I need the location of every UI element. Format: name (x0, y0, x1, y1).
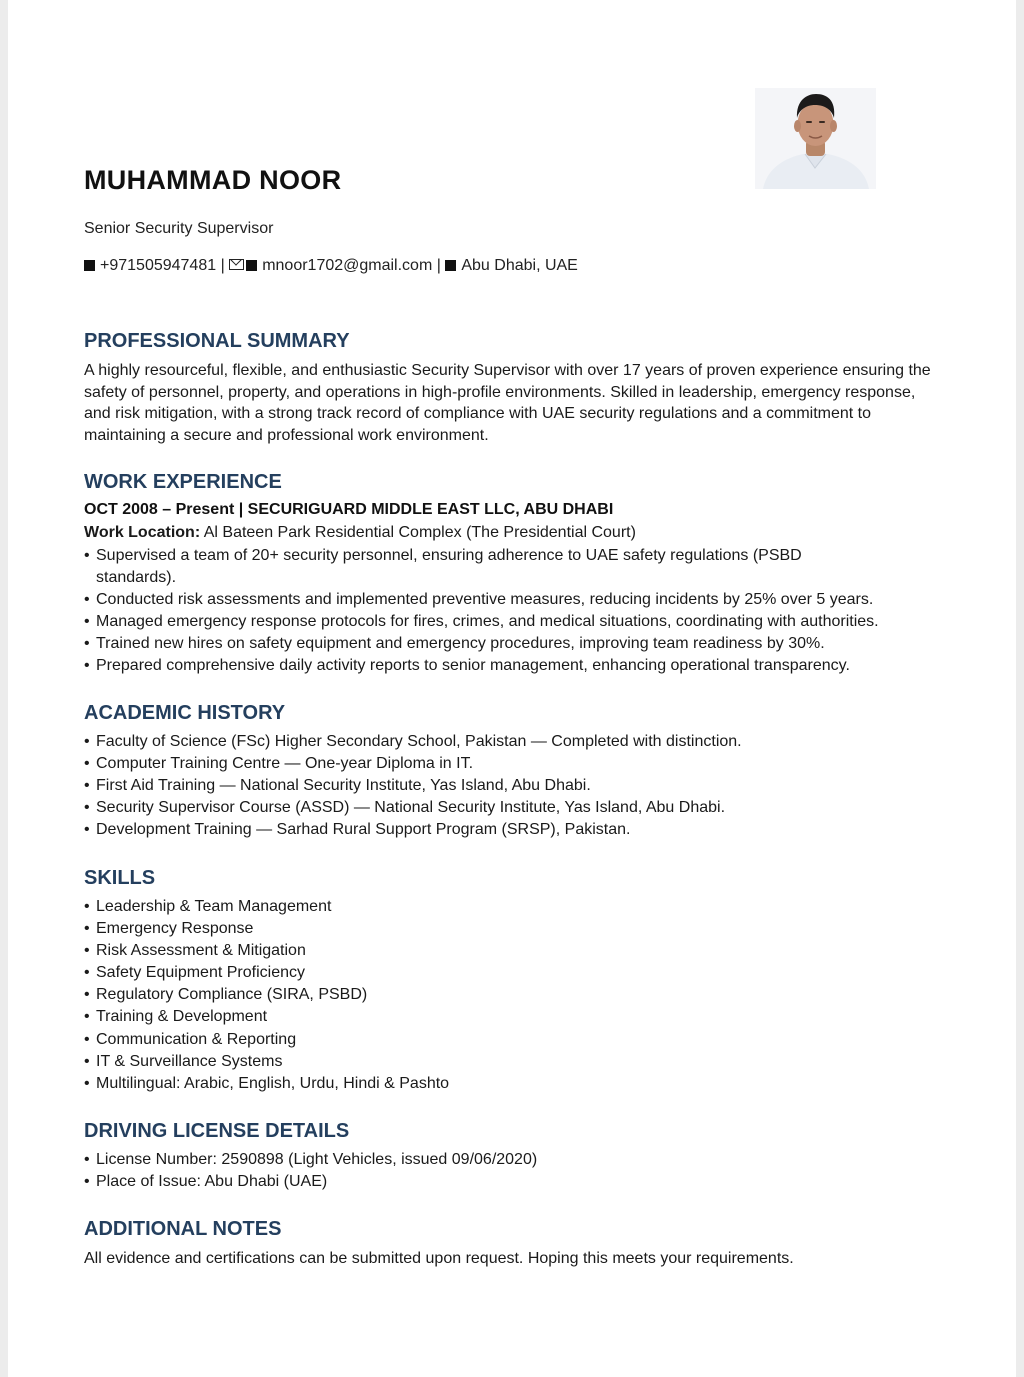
section-heading-academic: ACADEMIC HISTORY (84, 702, 286, 724)
list-item: • Development Training — Sarhad Rural Support Program (SRSP), Pakistan. (84, 819, 944, 841)
list-item: • Emergency Response (84, 918, 944, 940)
summary-text: A highly resourceful, flexible, and enthusiastic Security Supervisor with over 17 years of proven experience ensuring the safety of personnel, property, and operations in high-profile environments. Skilled in leadership, emergency response, and risk mitigation, with a strong track record of compliance with UAE security regulations and a commitment to maintaining a secure and professional work environment. (84, 362, 931, 445)
separator: | (436, 257, 441, 274)
list-item: • Prepared comprehensive daily activity reports to senior management, enhancing operational transparency. (84, 655, 966, 677)
section-heading-skills: SKILLS (84, 867, 156, 889)
list-item: • Safety Equipment Proficiency (84, 962, 944, 984)
contact-line (84, 257, 578, 275)
job-title: Senior Security Supervisor (84, 220, 274, 237)
email-icon (246, 260, 257, 271)
list-item: • Supervised a team of 20+ security personnel, ensuring adherence to UAE safety regulations (PSBD standards). (84, 545, 854, 589)
resume-page (8, 0, 1016, 1377)
section-heading-experience: WORK EXPERIENCE (84, 471, 282, 493)
list-item: • Faculty of Science (FSc) Higher Secondary School, Pakistan — Completed with distinction. (84, 731, 944, 753)
candidate-name: MUHAMMAD NOOR (84, 165, 342, 195)
list-item: • Place of Issue: Abu Dhabi (UAE) (84, 1171, 944, 1193)
list-item: • Security Supervisor Course (ASSD) — National Security Institute, Yas Island, Abu Dhabi. (84, 797, 944, 819)
email-address[interactable]: mnoor1702@gmail.com (262, 257, 433, 274)
list-item: • License Number: 2590898 (Light Vehicles, issued 09/06/2020) (84, 1149, 944, 1171)
list-item: • Trained new hires on safety equipment and emergency procedures, improving team readiness by 30%. (84, 633, 966, 655)
list-item: • Risk Assessment & Mitigation (84, 940, 944, 962)
phone-icon (84, 260, 95, 271)
skills-list (84, 896, 944, 1095)
job-location-label: Work Location: (84, 524, 201, 541)
job-header: OCT 2008 – Present | SECURIGUARD MIDDLE EAST LLC, ABU DHABI (84, 501, 614, 518)
person-icon (755, 88, 876, 189)
experience-list (84, 545, 879, 678)
phone-number[interactable]: +971505947481 (100, 257, 217, 274)
list-item: • Multilingual: Arabic, English, Urdu, Hindi & Pashto (84, 1073, 944, 1095)
job-location-value: Al Bateen Park Residential Complex (The Presidential Court) (203, 524, 636, 541)
section-heading-notes: ADDITIONAL NOTES (84, 1218, 282, 1240)
list-item: • First Aid Training — National Security Institute, Yas Island, Abu Dhabi. (84, 775, 944, 797)
license-list (84, 1149, 944, 1193)
location-icon (445, 260, 456, 271)
section-heading-license: DRIVING LICENSE DETAILS (84, 1120, 350, 1142)
list-item: • Computer Training Centre — One-year Diploma in IT. (84, 753, 944, 775)
list-item: • Regulatory Compliance (SIRA, PSBD) (84, 984, 944, 1006)
list-item: • Conducted risk assessments and implemented preventive measures, reducing incidents by 25% over 5 years. (84, 589, 966, 611)
list-item: • Communication & Reporting (84, 1029, 944, 1051)
academic-list (84, 731, 944, 841)
location-text: Abu Dhabi, UAE (461, 257, 578, 274)
notes-text: All evidence and certifications can be submitted upon request. Hoping this meets your requirements. (84, 1250, 794, 1267)
list-item: • Managed emergency response protocols for fires, crimes, and medical situations, coordinating with authorities. (84, 611, 966, 633)
mail-icon (229, 259, 244, 270)
list-item: • Training & Development (84, 1006, 944, 1028)
job-location (84, 524, 636, 542)
list-item: • Leadership & Team Management (84, 896, 944, 918)
separator: | (220, 257, 225, 274)
list-item: • IT & Surveillance Systems (84, 1051, 944, 1073)
section-heading-summary: PROFESSIONAL SUMMARY (84, 330, 350, 352)
profile-photo (755, 88, 876, 189)
